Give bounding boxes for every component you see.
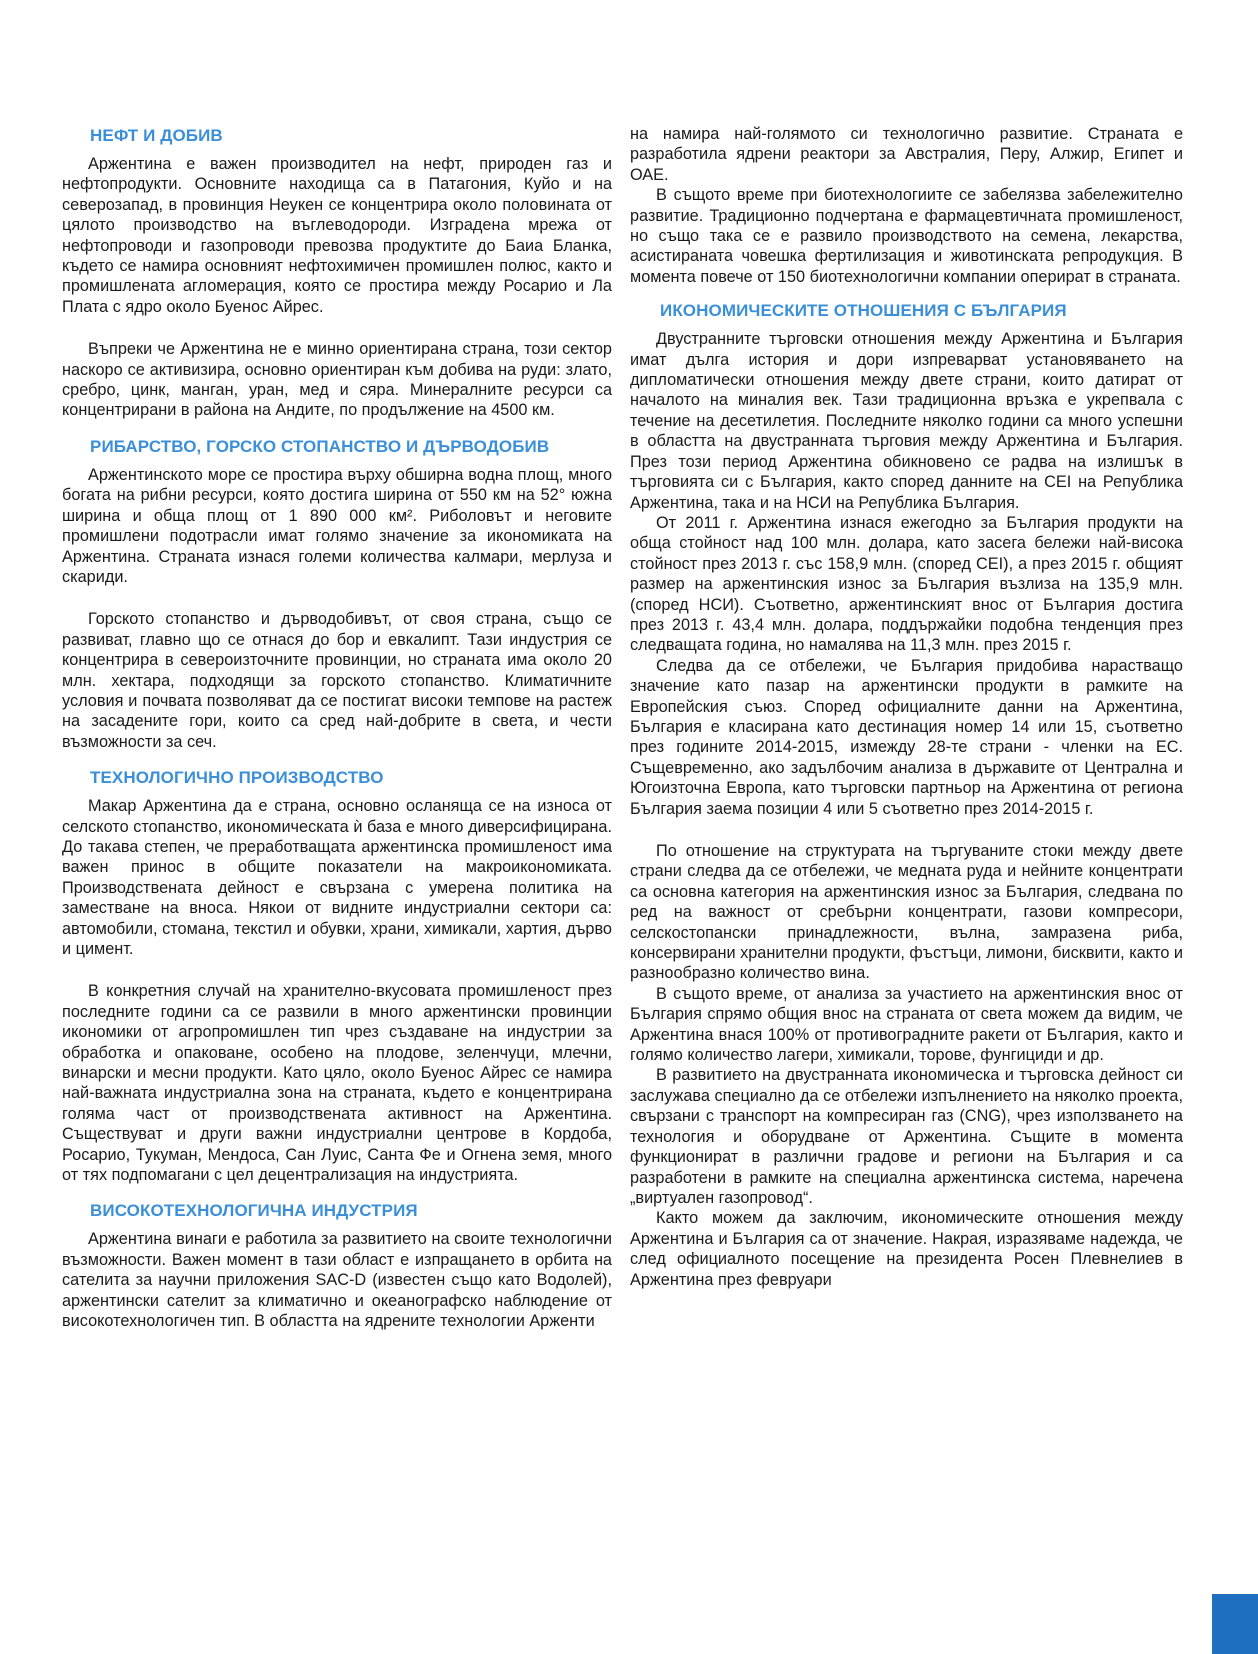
paragraph: В конкретния случай на хранително-вкусовата промишленост през последните години са се развили в много аржентински провинции икономики от агропромишлен тип чрез създаване на индустрии за обработка и опаковане, особено на плодове, зеленчуци, млечни, винарски и месни продукти. Като цяло, около Буенос Айрес се намира най-важната индустриална зона на страната, където е концентрирана голяма част от производствената активност на Аржентина. Съществуват и други важни индустриални центрове в Кордоба, Росарио, Тукуман, Мендоса, Сан Луис, Санта Фе и Огнена земя, много от тях подпомагани с цел децентрализация на индустрията. bbox=[62, 982, 612, 1185]
paragraph: По отношение на структурата на търгуваните стоки между двете страни следва да се отбележи, че медната руда и нейните концентрати са основна категория на аржентинския износ за България, следвана по ред на важност от сребърни концентрати, газови компресори, селскостопански принадлежности, вълна, замразена риба, консервирани хранителни продукти, фъстъци, лимони, бисквити, както и разнообразно количество вина. bbox=[630, 842, 1183, 983]
heading-oil: НЕФТ И ДОБИВ bbox=[90, 126, 223, 145]
paragraph: Двустранните търговски отношения между Аржентина и България имат дълга история и дори изпреварват установяването на дипломатически отношения между двете страни, които датират от началото на миналия век. Тази традиционна връзка е укрепвала с течение на десетилетия. Последните няколко години са много успешни в областта на двустранната търговия между Аржентина и България. През този период Аржентина обикновено се радва на излишък в търговията си с България, както според данните на CEI на Република Аржентина, така и на НСИ на Република България. bbox=[630, 330, 1183, 512]
heading-hitech: ВИСОКОТЕХНОЛОГИЧНА ИНДУСТРИЯ bbox=[90, 1201, 418, 1221]
corner-accent-strip bbox=[1212, 1594, 1258, 1654]
paragraph: В развитието на двустранната икономическа и търговска дейност си заслужава специално да се отбележи изпълнението на няколко проекта, свързани с транспорт на компресиран газ (CNG), чрез използването на технология и оборудване от Аржентина. Същите в момента функционират в различни градове и региони на България и са разработени в рамките на специална аржентинска система, наречена „виртуален газопровод“. bbox=[630, 1066, 1183, 1207]
paragraph: Аржентинското море се простира върху обширна водна площ, много богата на рибни ресурси, която достига ширина от 550 км на 52° южна ширина и обща площ от 1 890 000 км². Риболовът и неговите промишлени подотрасли имат голямо значение за икономиката на Аржентина. Страната изнася големи количества калмари, мерлуза и скариди. bbox=[62, 465, 612, 586]
paragraph: От 2011 г. Аржентина изнася ежегодно за България продукти на обща стойност над 100 млн. долара, като засега бележи най-висока стойност през 2013 г. със 158,9 млн. (според CEI), а през 2015 г. общият размер на аржентинския износ за България възлиза на 135,9 млн. (според НСИ). Съответно, аржентинският внос от България достига през 2013 г. 43,4 млн. долара, поддържайки подобна тенденция през следващата година, но намалява на 11,3 млн. през 2015 г. bbox=[630, 513, 1183, 655]
paragraph: Както можем да заключим, икономическите отношения между Аржентина и България са от значение. Накрая, изразяваме надежда, че след официалното посещение на президента Росен Плевнелиев в Аржентина през февруари bbox=[630, 1209, 1183, 1289]
paragraph: В същото време, от анализа за участието на аржентинския внос от България спрямо общия внос на страната от света можем да видим, че Аржентина внася 100% от противоградните ракети от България, както и голямо количество лагери, химикали, торове, фунгициди и др. bbox=[630, 984, 1183, 1065]
paragraph: Аржентина винаги е работила за развитието на своите технологични възможности. Важен момент в тази област е изпращането в орбита на сателита за научни приложения SAC-D (известен също като Водолей), аржентински сателит за климатично и океанографско наблюдение от високотехнологичен тип. В областта на ядрените технологии Арженти bbox=[62, 1230, 612, 1331]
right-column bbox=[630, 124, 1183, 1654]
heading-fishing: РИБАРСТВО, ГОРСКО СТОПАНСТВО И ДЪРВОДОБИВ bbox=[90, 436, 550, 456]
paragraph: Макар Аржентина да е страна, основно осланяща се на износа от селското стопанство, икономическата ѝ база е много диверсифицирана. До такава степен, че преработващата аржентинска промишленост има важен принос в общите показатели на макроикономиката. Производствената дейност е свързана с умерена политика на заместване на вноса. Някои от видните индустриални сектори са: автомобили, стомана, текстил и обувки, храни, химикали, хартия, дърво и цимент. bbox=[62, 797, 612, 958]
paragraph: Аржентина е важен производител на нефт, природен газ и нефтопродукти. Основните находища са в Патагония, Куйо и на северозапад, в провинция Неукен се концентрира около половината от цялото производство на въглеводороди. Изградена мрежа от нефтопроводи и газопроводи превозва продуктите до Баиа Бланка, където се намира основният нефтохимичен промишлен полюс, както и промишлената агломерация, която се простира между Росарио и Ла Плата с ядро около Буенос Айрес. bbox=[62, 155, 612, 316]
left-column bbox=[62, 118, 612, 1654]
paragraph: Горското стопанство и дърводобивът, от своя страна, също се развиват, главно що се отнася до бор и евкалипт. Тази индустрия се концентрира в североизточните провинции, но страната има около 20 млн. хектара, подходящи за горското стопанство. Климатичните условия и почвата позволяват да се постигат високи темпове на растеж на засадените гори, които са сред най-добрите в света, и чести възможности за сеч. bbox=[62, 610, 612, 751]
heading-relations-bulgaria: ИКОНОМИЧЕСКИТЕ ОТНОШЕНИЯ С БЪЛГАРИЯ bbox=[660, 301, 1067, 321]
paragraph: Въпреки че Аржентина не е минно ориентирана страна, този сектор наскоро се активизира, основно ориентиран към добива на руди: злато, сребро, цинк, манган, уран, мед и сяра. Минералните ресурси са концентрирани в района на Андите, по продължение на 4500 км. bbox=[62, 340, 612, 420]
paragraph: В същото време при биотехнологиите се забелязва забележително развитие. Традиционно подчертана е фармацевтичната промишленост, но също така се е развило производството на семена, лекарства, асистираната човешка фертилизация и животинската репродукция. В момента повече от 150 биотехнологични компании оперират в страната. bbox=[630, 186, 1183, 286]
heading-tech-production: ТЕХНОЛОГИЧНО ПРОИЗВОДСТВО bbox=[90, 768, 384, 788]
paragraph: на намира най-голямото си технологично развитие. Страната е разработила ядрени реактори за Австралия, Перу, Алжир, Египет и ОАЕ. bbox=[630, 125, 1183, 184]
paragraph: Следва да се отбележи, че България придобива нарастващо значение като пазар на аржентински продукти в рамките на Европейския съюз. Според официалните данни на Аржентина, България е класирана като дестинация номер 14 или 15, съответно през годините 2014-2015, измежду 28-те страни - членки на ЕС. Същевременно, ако задълбочим анализа в държавите от Централна и Югоизточна Европа, като търговски партньор на Аржентина от региона България заема позиции 4 или 5 съответно през 2014-2015 г. bbox=[630, 656, 1183, 818]
